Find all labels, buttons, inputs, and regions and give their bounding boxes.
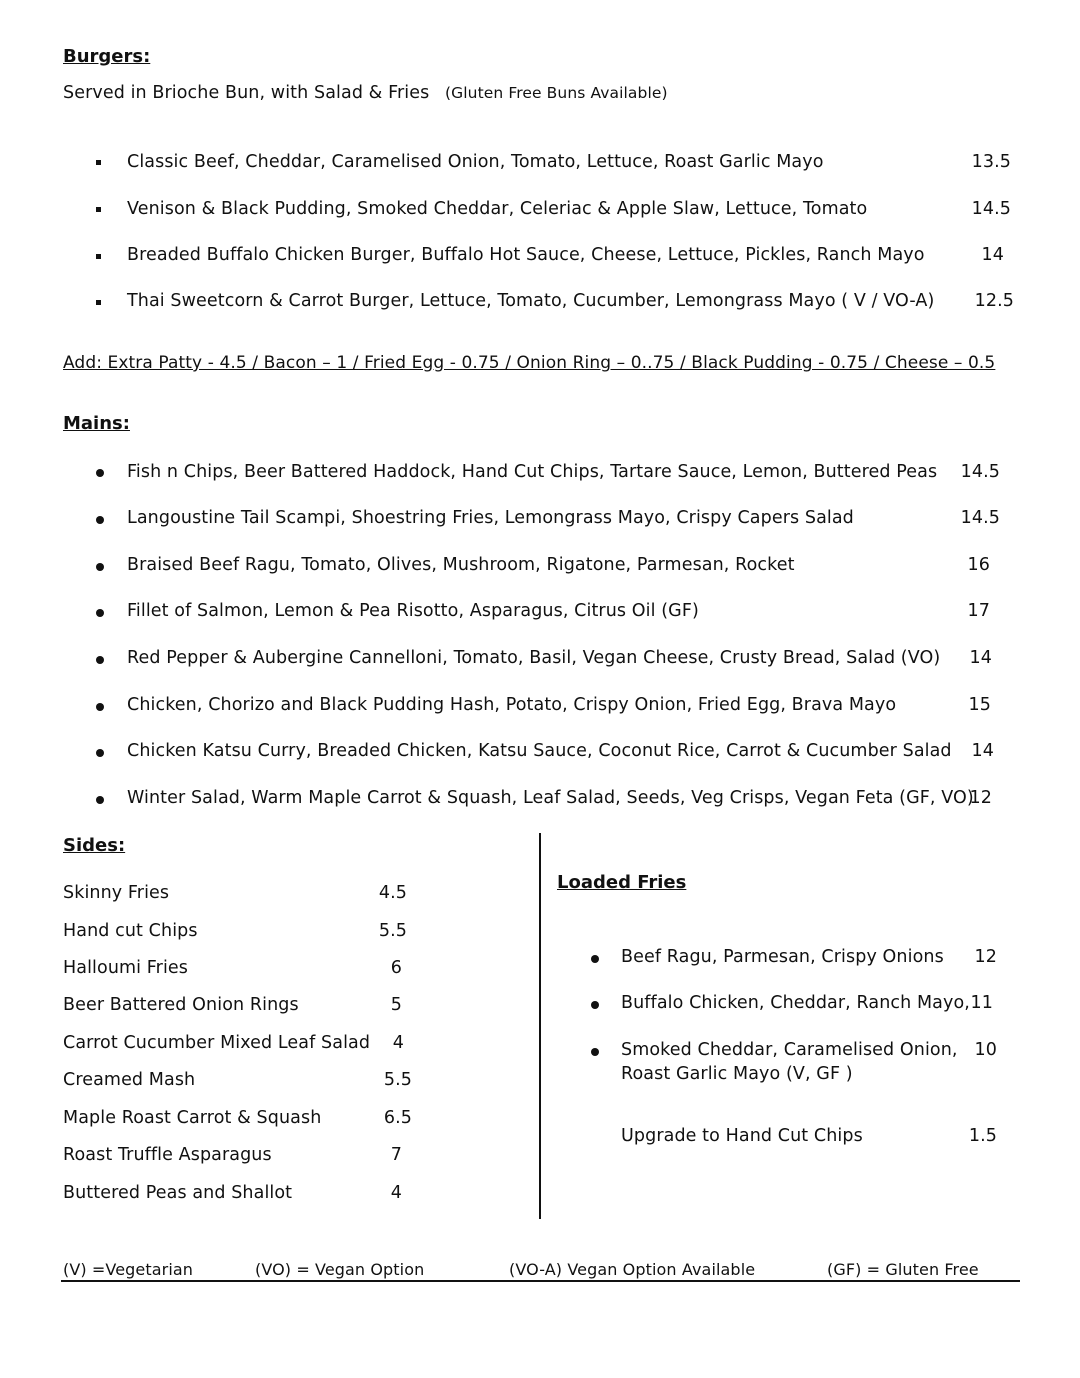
side-item: Hand cut Chips bbox=[63, 921, 198, 941]
main-item: Chicken, Chorizo and Black Pudding Hash, Potato, Crispy Onion, Fried Egg, Brava Mayo bbox=[127, 695, 897, 715]
burger-price: 14.5 bbox=[971, 199, 1011, 219]
bullet-icon bbox=[591, 1048, 599, 1056]
burger-price: 12.5 bbox=[974, 291, 1014, 311]
legend-underline bbox=[61, 1280, 1020, 1282]
main-item: Chicken Katsu Curry, Breaded Chicken, Katsu Sauce, Coconut Rice, Carrot & Cucumber Salad bbox=[127, 741, 952, 761]
side-price: 5.5 bbox=[378, 921, 407, 941]
main-price: 14 bbox=[969, 648, 992, 668]
bullet-icon bbox=[96, 469, 104, 477]
side-price: 6 bbox=[390, 958, 402, 978]
burgers-subtitle-note: (Gluten Free Buns Available) bbox=[445, 84, 668, 102]
side-item: Creamed Mash bbox=[63, 1070, 196, 1090]
main-price: 12 bbox=[969, 788, 992, 808]
burger-item: Classic Beef, Cheddar, Caramelised Onion, Tomato, Lettuce, Roast Garlic Mayo bbox=[127, 152, 824, 172]
legend-vegetarian: (V) =Vegetarian bbox=[63, 1260, 194, 1279]
legend-vegan-option: (VO) = Vegan Option bbox=[255, 1260, 425, 1279]
side-price: 4 bbox=[392, 1033, 404, 1053]
burger-price: 13.5 bbox=[971, 152, 1011, 172]
bullet-icon bbox=[96, 609, 104, 617]
loaded-fries-item: Smoked Cheddar, Caramelised Onion, bbox=[621, 1040, 958, 1060]
legend-gluten-free: (GF) = Gluten Free bbox=[827, 1260, 979, 1279]
side-item: Skinny Fries bbox=[63, 883, 170, 903]
main-price: 16 bbox=[967, 555, 990, 575]
bullet-icon bbox=[96, 160, 101, 165]
upgrade-item: Upgrade to Hand Cut Chips bbox=[621, 1126, 863, 1146]
burgers-subtitle-text: Served in Brioche Bun, with Salad & Fries bbox=[63, 83, 430, 103]
side-price: 5.5 bbox=[383, 1070, 412, 1090]
burger-price: 14 bbox=[981, 245, 1004, 265]
bullet-icon bbox=[96, 656, 104, 664]
side-price: 7 bbox=[390, 1145, 402, 1165]
loaded-fries-item-line2: Roast Garlic Mayo (V, GF ) bbox=[621, 1064, 853, 1084]
side-item: Beer Battered Onion Rings bbox=[63, 995, 299, 1015]
main-item: Langoustine Tail Scampi, Shoestring Fries, Lemongrass Mayo, Crispy Capers Salad bbox=[127, 508, 854, 528]
bullet-icon bbox=[591, 1001, 599, 1009]
loaded-fries-heading: Loaded Fries bbox=[557, 872, 687, 893]
loaded-fries-price: 11 bbox=[970, 993, 993, 1013]
bullet-icon bbox=[591, 955, 599, 963]
burger-item: Thai Sweetcorn & Carrot Burger, Lettuce, Tomato, Cucumber, Lemongrass Mayo ( V / VO-A) bbox=[127, 291, 935, 311]
side-item: Buttered Peas and Shallot bbox=[63, 1183, 293, 1203]
burgers-subtitle bbox=[63, 83, 668, 103]
loaded-fries-item: Buffalo Chicken, Cheddar, Ranch Mayo, bbox=[621, 993, 970, 1013]
bullet-icon bbox=[96, 796, 104, 804]
upgrade-price: 1.5 bbox=[968, 1126, 997, 1146]
side-item: Carrot Cucumber Mixed Leaf Salad bbox=[63, 1033, 371, 1053]
mains-heading: Mains: bbox=[63, 413, 130, 434]
main-price: 14.5 bbox=[960, 462, 1000, 482]
burger-item: Venison & Black Pudding, Smoked Cheddar, Celeriac & Apple Slaw, Lettuce, Tomato bbox=[127, 199, 868, 219]
main-item: Fish n Chips, Beer Battered Haddock, Hand Cut Chips, Tartare Sauce, Lemon, Buttered Peas bbox=[127, 462, 938, 482]
side-item: Halloumi Fries bbox=[63, 958, 189, 978]
side-price: 6.5 bbox=[383, 1108, 412, 1128]
burger-item: Breaded Buffalo Chicken Burger, Buffalo Hot Sauce, Cheese, Lettuce, Pickles, Ranch Mayo bbox=[127, 245, 925, 265]
side-item: Maple Roast Carrot & Squash bbox=[63, 1108, 322, 1128]
main-item: Fillet of Salmon, Lemon & Pea Risotto, Asparagus, Citrus Oil (GF) bbox=[127, 601, 699, 621]
bullet-icon bbox=[96, 703, 104, 711]
bullet-icon bbox=[96, 207, 101, 212]
legend-vegan-option-available: (VO-A) Vegan Option Available bbox=[509, 1260, 756, 1279]
main-price: 14 bbox=[971, 741, 994, 761]
main-item: Braised Beef Ragu, Tomato, Olives, Mushroom, Rigatone, Parmesan, Rocket bbox=[127, 555, 795, 575]
main-item: Winter Salad, Warm Maple Carrot & Squash, Leaf Salad, Seeds, Veg Crisps, Vegan Feta (GF, VO) bbox=[127, 788, 974, 808]
main-price: 14.5 bbox=[960, 508, 1000, 528]
bullet-icon bbox=[96, 300, 101, 305]
burgers-heading: Burgers: bbox=[63, 46, 151, 67]
column-divider bbox=[539, 833, 541, 1219]
side-price: 4 bbox=[390, 1183, 402, 1203]
bullet-icon bbox=[96, 749, 104, 757]
burgers-add-ons: Add: Extra Patty - 4.5 / Bacon – 1 / Fried Egg - 0.75 / Onion Ring – 0..75 / Black Pudding - 0.75 / Cheese – 0.5 bbox=[63, 353, 996, 373]
bullet-icon bbox=[96, 563, 104, 571]
loaded-fries-item: Beef Ragu, Parmesan, Crispy Onions bbox=[621, 947, 944, 967]
side-item: Roast Truffle Asparagus bbox=[63, 1145, 272, 1165]
bullet-icon bbox=[96, 516, 104, 524]
sides-heading: Sides: bbox=[63, 835, 126, 856]
side-price: 4.5 bbox=[378, 883, 407, 903]
main-price: 17 bbox=[967, 601, 990, 621]
bullet-icon bbox=[96, 254, 101, 259]
main-item: Red Pepper & Aubergine Cannelloni, Tomato, Basil, Vegan Cheese, Crusty Bread, Salad (VO) bbox=[127, 648, 941, 668]
side-price: 5 bbox=[390, 995, 402, 1015]
main-price: 15 bbox=[968, 695, 991, 715]
loaded-fries-price: 10 bbox=[974, 1040, 997, 1060]
loaded-fries-price: 12 bbox=[974, 947, 997, 967]
